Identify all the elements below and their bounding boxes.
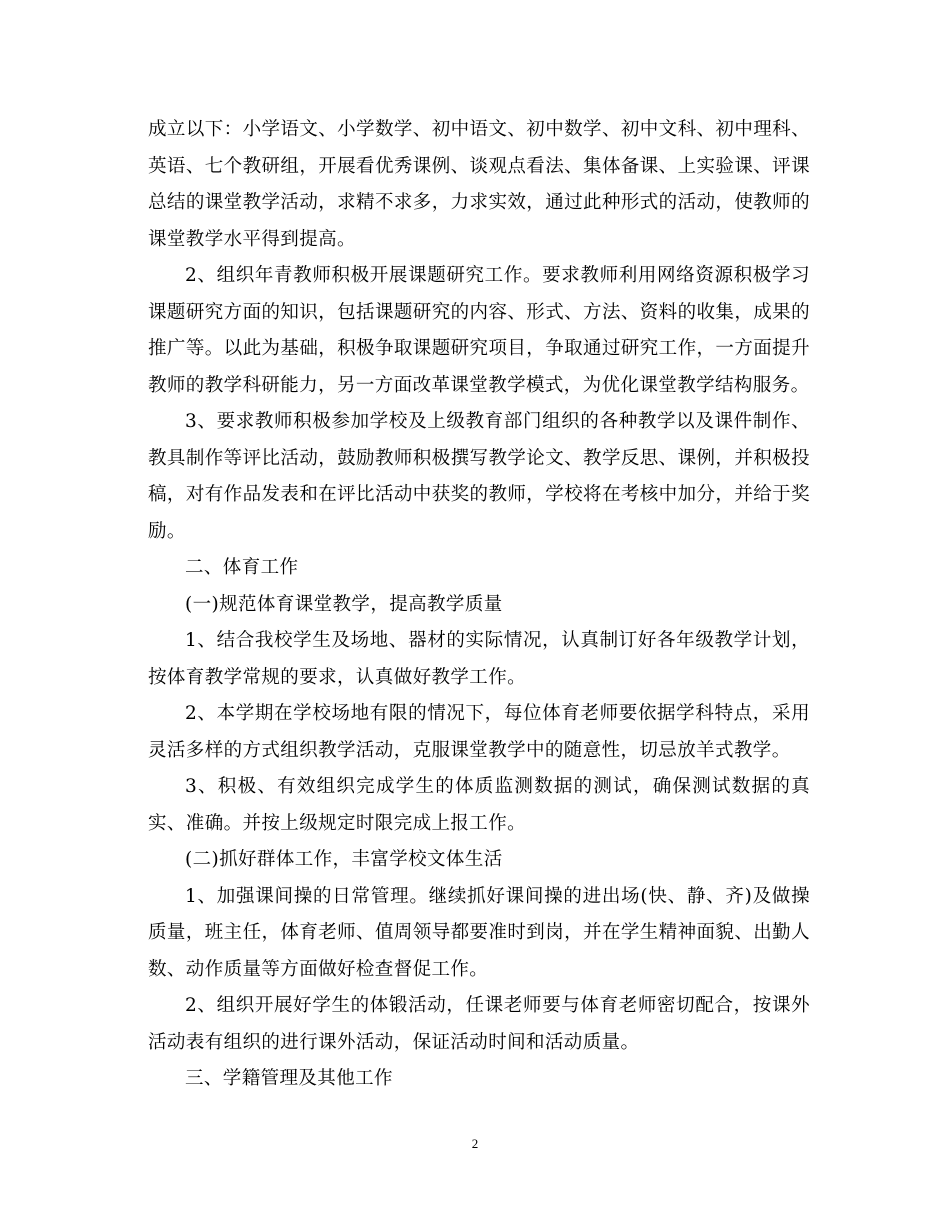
subsection-heading: (一)规范体育课堂教学，提高教学质量 [185,593,503,615]
subsection-heading: (二)抓好群体工作，丰富学校文体生活 [185,849,503,870]
page-number: 2 [471,1136,479,1151]
document-body [148,112,810,1098]
section-heading: 三、学籍管理及其他工作 [185,1068,393,1089]
section-heading: 二、体育工作 [185,557,299,578]
paragraph: 成立以下：小学语文、小学数学、初中语文、初中数学、初中文科、初中理科、英语、七个教研组，开展看优秀课例、谈观点看法、集体备课、上实验课、评课总结的课堂教学活动，求精不求多，力求实效，通过此种形式的活动，使教师的课堂教学水平得到提高。 [148,119,810,250]
paragraph: 3、积极、有效组织完成学生的体质监测数据的测试，确保测试数据的真实、准确。并按上级规定时限完成上报工作。 [148,776,810,834]
paragraph: 2、组织年青教师积极开展课题研究工作。要求教师利用网络资源积极学习课题研究方面的知识，包括课题研究的内容、形式、方法、资料的收集，成果的推广等。以此为基础，积极争取课题研究项目，争取通过研究工作，一方面提升教师的教学科研能力，另一方面改革课堂教学模式，为优化课堂教学结构服务。 [148,265,810,396]
paragraph: 3、要求教师积极参加学校及上级教育部门组织的各种教学以及课件制作、教具制作等评比活动，鼓励教师积极撰写教学论文、教学反思、课例，并积极投稿，对有作品发表和在评比活动中获奖的教师，学校将在考核中加分，并给于奖励。 [148,411,810,542]
paragraph: 2、本学期在学校场地有限的情况下，每位体育老师要依据学科特点，采用灵活多样的方式组织教学活动，克服课堂教学中的随意性，切忌放羊式教学。 [148,703,810,761]
paragraph: 1、结合我校学生及场地、器材的实际情况，认真制订好各年级教学计划，按体育教学常规的要求，认真做好教学工作。 [148,630,810,688]
paragraph: 2、组织开展好学生的体锻活动，任课老师要与体育老师密切配合，按课外活动表有组织的进行课外活动，保证活动时间和活动质量。 [148,995,810,1053]
paragraph: 1、加强课间操的日常管理。继续抓好课间操的进出场(快、静、齐)及做操质量，班主任，体育老师、值周领导都要准时到岗，并在学生精神面貌、出勤人数、动作质量等方面做好检查督促工作。 [148,885,810,980]
